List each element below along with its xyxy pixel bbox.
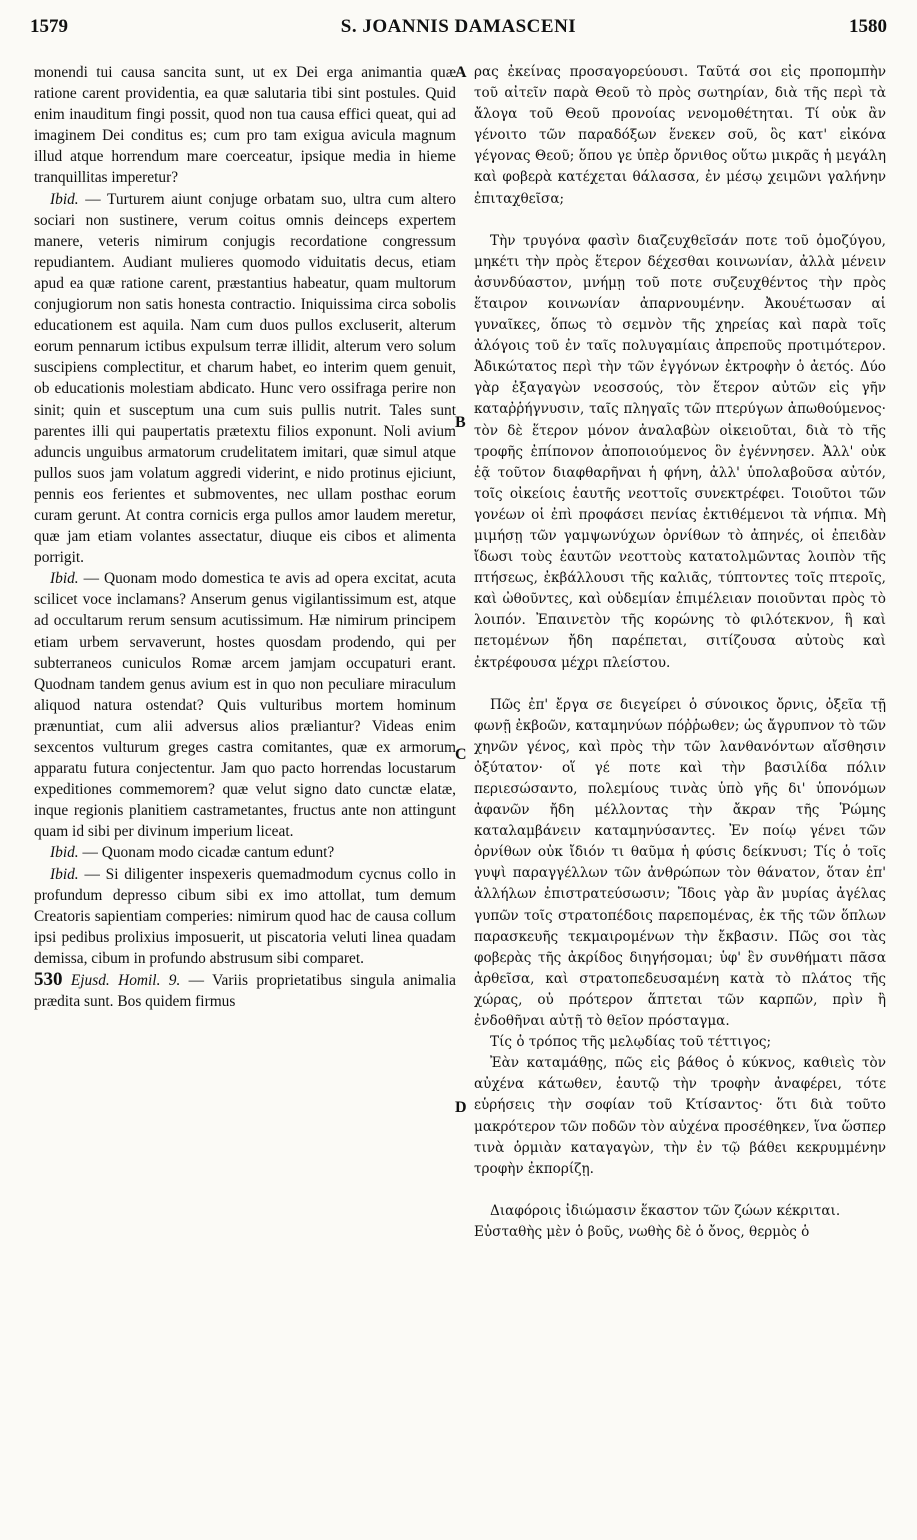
greek-paragraph-5: Ἐὰν καταμάθῃς, πῶς εἰς βάθος ὁ κύκνος, καθιεὶς τὸν αὐχένα κάτωθεν, ἑαυτῷ τὴν τροφὴν ἀναφέρει, τότε εὑρήσεις τὴν σοφίαν τοῦ Κτίσαντος· ὅτι διὰ τοῦτο μακρότερον τῶν ποδῶν τὸν αὐχένα προσέθηκεν, ἵνα ὥσπερ τινὰ ὁρμιὰν καταγαγὼν, τὴν ἐν τῷ βάθει κεκρυμμένην τροφὴν ἐκπορίζῃ. bbox=[474, 1055, 886, 1177]
ibid-label: Ibid. bbox=[50, 865, 79, 883]
greek-paragraph-6: Διαφόροις ἰδιώμασιν ἕκαστον τῶν ζώων κέκριται. Εὐσταθὴς μὲν ὁ βοῦς, νωθὴς δὲ ὁ ὄνος, θερμὸς ὁ bbox=[474, 1202, 841, 1240]
greek-column bbox=[474, 62, 886, 1243]
page-number-left: 1579 bbox=[30, 16, 68, 37]
greek-paragraph-3: Πῶς ἐπ' ἔργα σε διεγείρει ὁ σύνοικος ὄρνις, ὀξεῖα τῇ φωνῇ ἐκβοῶν, καταμηνύων πόῤῥωθεν; ὡς ἄγρυπνον τὸ τῶν χηνῶν γένος, καὶ πρὸς τὴν τῶν λανθανόντων αἴσθησιν ὀξύτατον· οἵ γέ ποτε καὶ τὴν βασιλίδα πόλιν περιεσώσαντο, πολεμίους τινὰς ὑπὸ γῆς δι' ὑπονόμων ἀφανῶν ἤδη μέλλοντας τὴν ἄκραν τῆς Ῥώμης καταλαμβάνειν καταμηνύσαντες. Ἐν ποίῳ γένει τῶν ὀρνίθων οὐκ ἴδιόν τι θαῦμα ἡ φύσις δείκνυσι; Τίς ὁ τοῖς γυψὶ παραγγέλλων τῶν ἀνθρώπων τὸν θάνατον, ὅταν ἐπ' ἀλλήλων ἐπιστρατεύσωσιν; Ἴδοις γὰρ ἂν μυρίας ἀγέλας γυπῶν τοῖς στρατοπέδοις παρεπομένας, ἐκ τῆς τῶν ὅπλων παρασκευῆς τεκμαιρομένων τὴν ἔκβασιν. Πῶς σοι τὰς φοβερὰς τῆς ἀκρίδος διηγήσομαι; ὑφ' ἓν συνθήματι πᾶσα ἀρθεῖσα, καὶ στρατοπεδευσαμένη κατὰ τὸ πλάτος τῆς χώρας, οὐ πρότερον ἅπτεται τῶν καρπῶν, πρὶν ἢ ἐνδοθῆναι αὐτῇ τὸ θεῖον πρόσταγμα. bbox=[474, 696, 886, 1030]
latin-text: — Turturem aiunt conjuge orbatam suo, ultra cum altero sociari non sustinere, verum coitus omnis deinceps expertem manere, veteris nimirum conjugis recordatione congressum repudiantem. Audiant mulieres quomodo viduitatis decus, etiam apud ea quæ ratione carent, præstantius habeatur, quam multorum conjugiorum non satis honesta contractio. Iniquissima circa sobolis educationem est aquila. Nam cum duos pullos excluserit, alterum eorum pennarum ictibus expulsum terræ illidit, alterum vero solum suscipiens complectitur, et charum habet, eo interim quem genuit, ob educationis molestiam abdicato. Hunc vero ossifraga perire non sinit; quin et susceptum una cum suis pullis nutrit. Tales sunt parentes illi qui paupertatis prætextu filios exponunt. Noli avium aduncis unguibus armatorum crudelitatem imitari, quæ simul atque pullos suos jam volatum aggredi viderint, e nido protinus ejiciunt, pennis eos ferientes et submoventes, nec ullam posthac eorum curam gerunt. At contra cornicis erga pullos amor laudem meretur, quæ jam etiam volantes assectatur, diuque eis cibos et alimenta porrigit. bbox=[34, 190, 456, 567]
section-number: 530 bbox=[34, 969, 63, 991]
column-marker-d: D bbox=[455, 1099, 467, 1116]
latin-text: — Si diligenter inspexeris quemadmodum cycnus collo in profundum depresso cibum sibi ex imo attollat, tum demum Creatoris sapientiam comperies: nimirum quod hac de causa collum ipsi pedibus prolixius imposuerit, ut piscatoria veluti linea quadam demissa, cibum in profundo abstrusum sibi comparet. bbox=[34, 865, 456, 967]
latin-paragraph-1: monendi tui causa sancita sunt, ut ex Dei erga animantia quæ ratione carent providentia, ea quæ salutaria tibi sint postules. Quid enim inauditum fingi possit, quod non tua causa effici queat, qui ad imaginem Dei conditus es; cum pro tam exigua avicula magnum illud atque horrendum mare coerceatur, ipsique media in hieme tranquillitas imperetur? bbox=[34, 64, 456, 187]
latin-text: — Quonam modo domestica te avis ad opera excitat, acuta scilicet voce inclamans? Anserum genus vigilantissimum est, atque ad occultarum rerum sensum acutissimum. Hæ nimirum principem etiam urbem servaverunt, hostes quosdam prodendo, qui per subterraneos cuniculos Romæ arcem jamjam occupaturi erant. Quodnam tandem genus avium est in quo non peculiare miraculum aliquod natura ostendat? Quis vulturibus mortem hominum prænuntiat, cum alii adversus alios præliantur? Videas enim sexcentos vulturum greges castra comitantes, quæ ex armorum apparatu futura conjectentur. Jam quo pacto horrendas locustarum expeditiones commemorem? quæ velut signo dato cunctæ elatæ, inque regionis planitiem castrametantes, fructus ante non attingunt quam id sibi per divinum imperium liceat. bbox=[34, 570, 456, 841]
latin-paragraph-2 bbox=[34, 189, 456, 569]
latin-paragraph-6 bbox=[34, 969, 456, 1012]
page-number-right: 1580 bbox=[849, 16, 887, 37]
greek-paragraph-2: Τὴν τρυγόνα φασὶν διαζευχθεῖσάν ποτε τοῦ ὁμοζύγου, μηκέτι τὴν πρὸς ἕτερον δέχεσθαι κοινωνίαν, ἀλλὰ μένειν ἀσυνδύαστον, μνήμῃ τοῦ ποτε συζευχθέντος τὴν πρὸς ἕταιρον κοινωνίαν ἀπαρνουμένην. Ἀκουέτωσαν αἱ γυναῖκες, ὅπως τὸ σεμνὸν τῆς χηρείας καὶ παρὰ τοῖς ἀλόγοις τοῦ ἐν ταῖς πολυγαμίαις ἀπρεποῦς προτιμότερον. Ἀδικώτατος περὶ τὴν τῶν ἐγγόνων ἐκτροφὴν ὁ ἀετός. Δύο γὰρ ἐξαγαγὼν νεοσσούς, τὸν ἕτερον αὐτῶν εἰς γῆν καταῤῥήγνυσιν, ταῖς πληγαῖς τῶν πτερύγων ἀπωθούμενος· τὸν δὲ ἕτερον μόνον ἀναλαβὼν οἰκειοῦται, διὰ τὸ τῆς τροφῆς ἐπίπονον ἀποποιούμενος ὃν ἐγέννησεν. Ἀλλ' οὐκ ἐᾷ τοῦτον διαφθαρῆναι ἡ φήνη, ἀλλ' ὑπολαβοῦσα αὐτόν, τοῖς οἰκείοις ἑαυτῆς νεοττοῖς συνεκτρέφει. Τοιοῦτοι τῶν γονέων οἱ ἐπὶ προφάσει πενίας ἐκτιθέμενοι τὰ νήπια. Μὴ μιμήσῃ τῶν γαμψωνύχων ὀρνίθων τὸ ἀπηνές, οἱ ἐπειδὰν ἴδωσι τοὺς ἑαυτῶν νεοττοὺς κατατολμῶντας λοιπὸν τῆς πτήσεως, ἐκβάλλουσι τῆς καλιᾶς, τύπτοντες τοῖς πτεροῖς, καὶ ὠθοῦντες, καὶ οὐδεμίαν ἐπιμέλειαν ποιοῦνται πρὸς τὸ λοιπόν. Ἐπαινετὸν τῆς κορώνης τὸ φιλότεκνον, ἣ καὶ πετομένων ἤδη παρέπεται, σιτίζουσα αὐτοὺς καὶ ἐκτρέφουσα μέχρι πλείστου. bbox=[474, 232, 886, 671]
ibid-label: Ibid. bbox=[50, 570, 79, 588]
latin-paragraph-5 bbox=[34, 864, 456, 969]
page-header bbox=[30, 6, 887, 40]
homily-reference: Ejusd. Homil. 9. bbox=[70, 972, 181, 990]
column-marker-a: A bbox=[455, 64, 467, 81]
greek-paragraph-1: ρας ἐκείνας προσαγορεύουσι. Ταῦτά σοι εἰς προπομπὴν τοῦ αἰτεῖν παρὰ Θεοῦ τὸ πρὸς σωτηρίαν, διὰ τῆς περὶ τὰ ἄλογα τοῦ Θεοῦ προνοίας νενομοθέτηται. Τί οὐκ ἂν γένοιτο τῶν παραδόξων ἕνεκεν σοῦ, ὃς κατ' εἰκόνα γέγονας Θεοῦ; ὅπου γε ὑπὲρ ὄρνιθος οὕτω μικρᾶς ἡ μεγάλη καὶ φοβερὰ κατέχεται θάλασσα, ἐν μέσῳ χειμῶνι γαλήνην ἐπιταχθεῖσα; bbox=[474, 64, 886, 207]
ibid-label: Ibid. bbox=[50, 844, 79, 862]
latin-text: — Variis proprietatibus singula animalia prædita sunt. Bos quidem firmus bbox=[34, 972, 456, 1011]
latin-column bbox=[34, 62, 456, 1012]
column-marker-c: C bbox=[455, 746, 467, 763]
ibid-label: Ibid. bbox=[50, 190, 79, 208]
latin-paragraph-3 bbox=[34, 568, 456, 842]
latin-paragraph-4 bbox=[34, 842, 456, 863]
greek-paragraph-4: Τίς ὁ τρόπος τῆς μελῳδίας τοῦ τέττιγος; bbox=[490, 1034, 772, 1051]
column-marker-b: B bbox=[455, 414, 466, 431]
latin-text: — Quonam modo cicadæ cantum edunt? bbox=[82, 844, 335, 862]
running-title: S. JOANNIS DAMASCENI bbox=[340, 16, 577, 37]
